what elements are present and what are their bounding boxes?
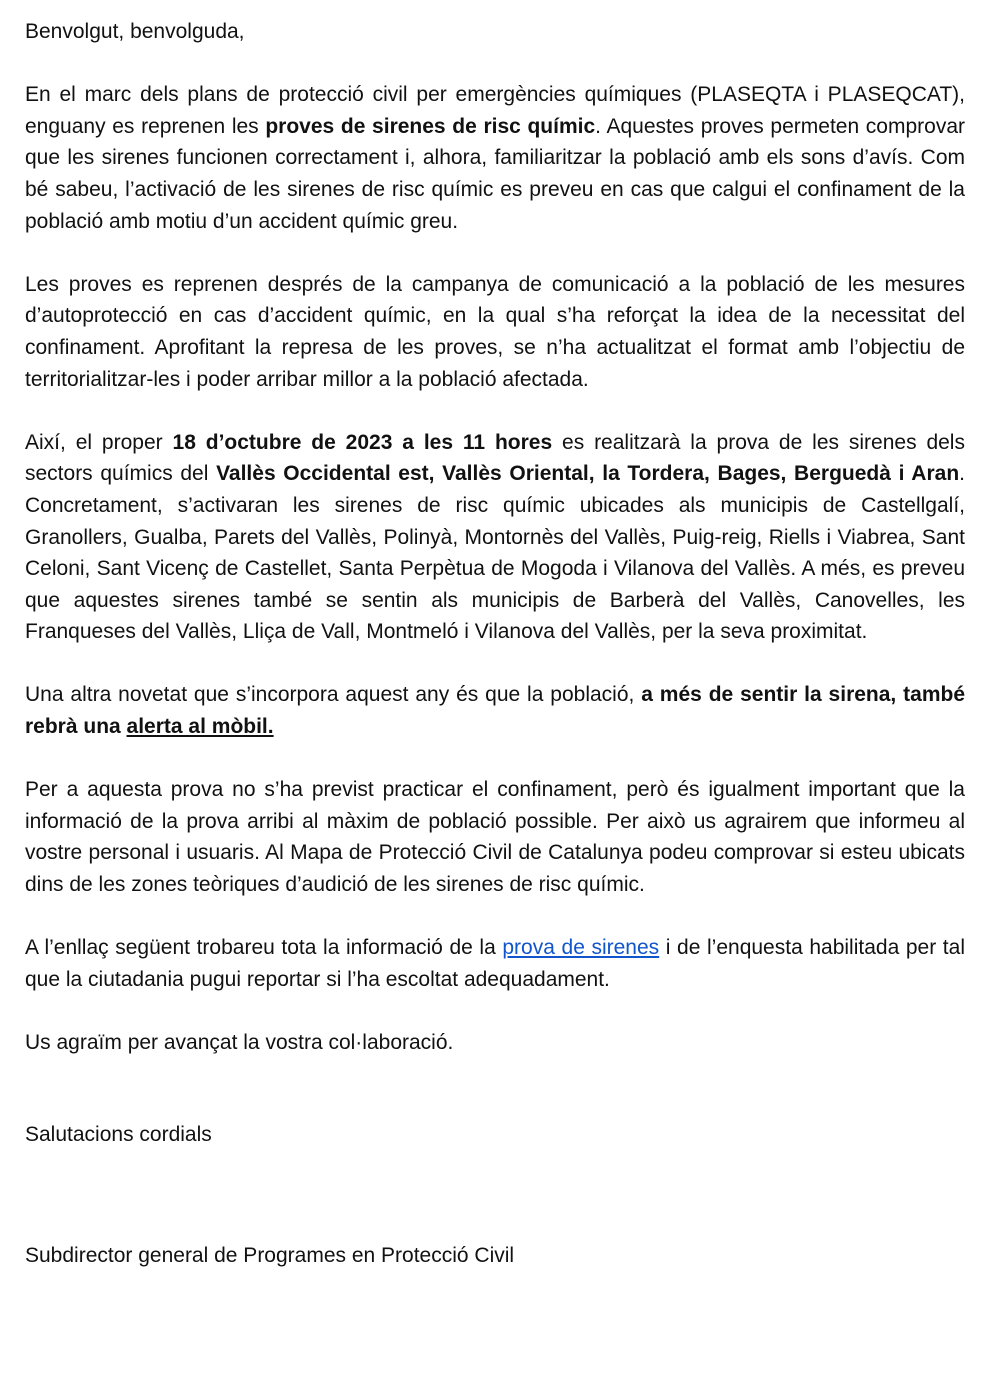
- sirens-test-link[interactable]: prova de sirenes: [502, 936, 660, 960]
- date-bold-sectors: Vallès Occidental est, Vallès Oriental, la Tordera, Bages, Berguedà i Aran: [216, 462, 960, 486]
- date-text-1: Així, el proper: [25, 430, 173, 454]
- link-text-2: i de l’enquesta habilitada per tal que la ciutadania pugui reportar si l’ha escoltat adequadament.: [25, 936, 965, 991]
- closing-line: Salutacions cordials: [25, 1122, 212, 1146]
- thanks-line: Us agraïm per avançat la vostra col·laboració.: [25, 1031, 454, 1054]
- date-text-2: es realitzarà la prova de les sirenes dels sectors químics del: [25, 430, 965, 486]
- alert-bold-1: a més de sentir la sirena, també rebrà una: [25, 683, 965, 739]
- paragraph-campaign: Les proves es reprenen després de la campanya de comunicació a la població de les mesures d’autoprotecció en cas d’accident químic, en la qual s’ha reforçat la idea de la necessitat del confinament. Aprofitant la represa de les proves, se n’ha actualitzat el format amb l’objectiu de territorialitzar-les i poder arribar millor a la població afectada.: [25, 272, 965, 391]
- alert-bold-underlined: alerta al mòbil.: [126, 715, 274, 739]
- alert-text-1: Una altra novetat que s’incorpora aquest any és que la població,: [25, 683, 642, 707]
- letter-body: [25, 16, 965, 1272]
- link-text-1: A l’enllaç següent trobareu tota la informació de la: [25, 936, 503, 960]
- paragraph-link: [25, 932, 965, 995]
- greeting: Benvolgut, benvolguda,: [25, 20, 245, 43]
- signature-title: Subdirector general de Programes en Protecció Civil: [25, 1244, 515, 1268]
- date-text-3: . Concretament, s’activaran les sirenes de risc químic ubicades als municipis de Castellgalí, Granollers, Gualba, Parets del Vallès, Polinyà, Montornès del Vallès, Puig-reig, Riells i Viabrea, Sant Celoni, Sant Vicenç de Castellet, Santa Perpètua de Mogoda i Vilanova del Vallès. A més, es preveu que aquestes sirenes també se sentin als municipis de Barberà del Vallès, Canovelles, les Franqueses del Vallès, Lliça de Vall, Montmeló i Vilanova del Vallès, per la seva proximitat.: [25, 462, 965, 644]
- paragraph-confinement: Per a aquesta prova no s’ha previst practicar el confinament, però és igualment important que la informació de la prova arribi al màxim de població possible. Per això us agrairem que informeu al vostre personal i usuaris. Al Mapa de Protecció Civil de Catalunya podeu comprovar si esteu ubicats dins de les zones teòriques d’audició de les sirenes de risc químic.: [25, 778, 965, 897]
- intro-bold-sirens: proves de sirenes de risc químic: [265, 114, 596, 138]
- intro-text-2: . Aquestes proves permeten comprovar que les sirenes funcionen correctament i, alhora, familiaritzar la població amb els sons d’avís. Com bé sabeu, l’activació de les sirenes de risc químic es preveu en cas que calgui el confinament de la població amb motiu d’un accident químic greu.: [25, 114, 966, 233]
- paragraph-test-date: [25, 427, 965, 648]
- date-bold-datetime: 18 d’octubre de 2023 a les 11 hores: [172, 430, 553, 454]
- paragraph-mobile-alert: [25, 679, 965, 742]
- intro-text-1: En el marc dels plans de protecció civil per emergències químiques (PLASEQTA i PLASEQCAT), enguany es reprenen les: [25, 83, 965, 138]
- paragraph-intro: [25, 79, 965, 237]
